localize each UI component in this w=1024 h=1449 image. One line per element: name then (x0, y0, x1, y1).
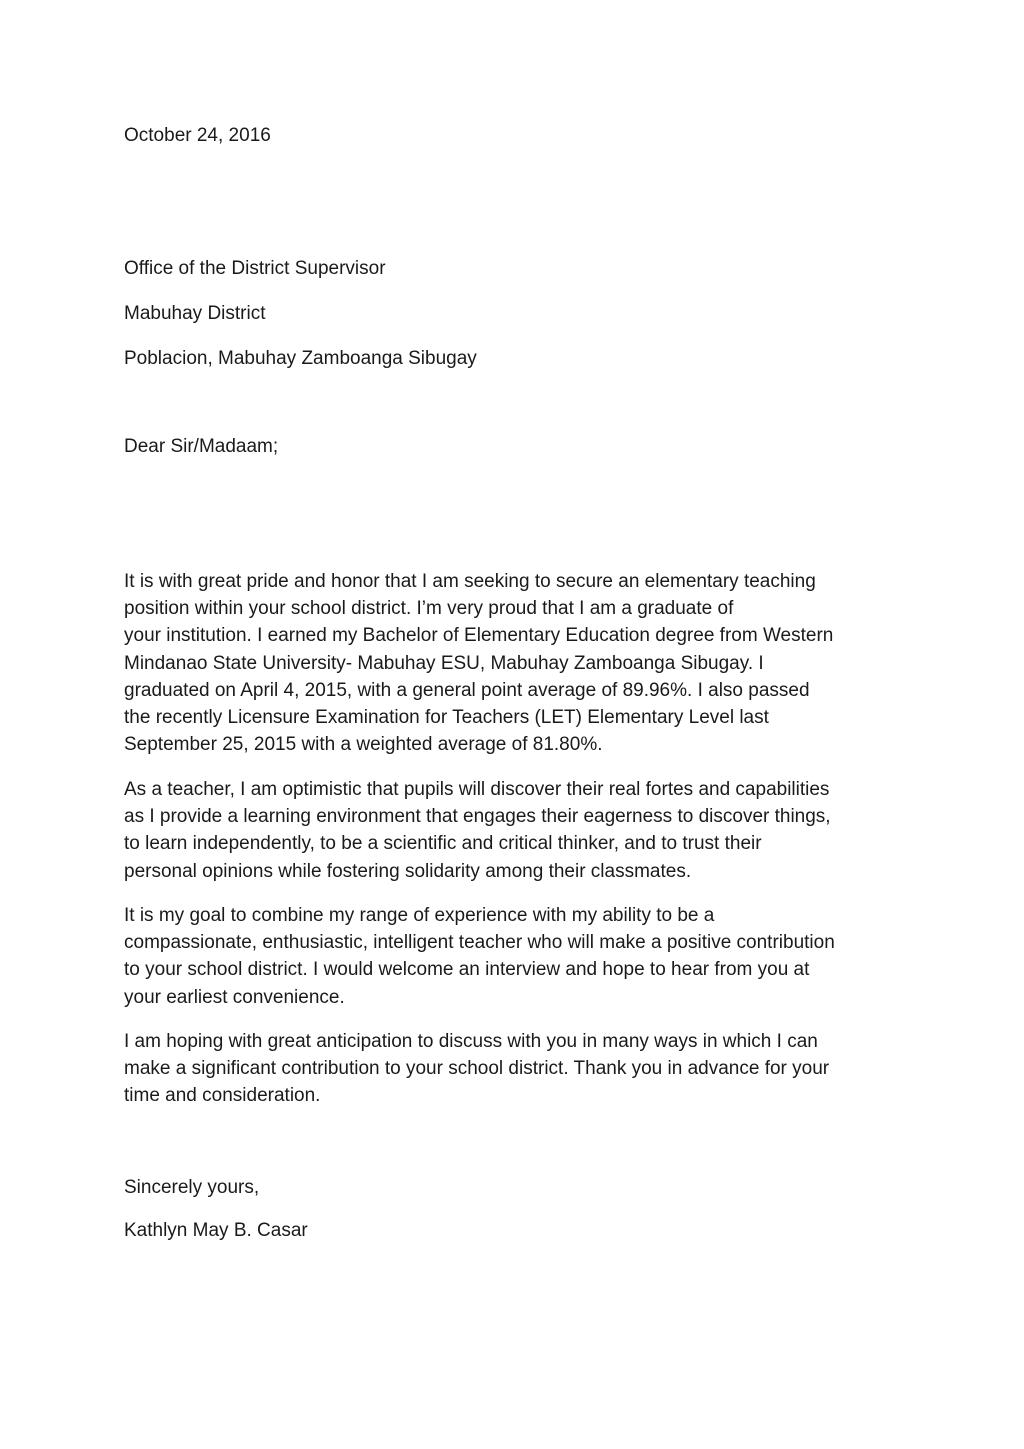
closing: Sincerely yours, (124, 1177, 260, 1198)
body-paragraph-4 (124, 1028, 924, 1110)
paragraph-line: as I provide a learning environment that engages their eagerness to discover things, (124, 806, 831, 828)
signature-name: Kathlyn May B. Casar (124, 1220, 308, 1241)
paragraph-line: make a significant contribution to your school district. Thank you in advance for your (124, 1058, 830, 1080)
salutation: Dear Sir/Madaam; (124, 436, 279, 457)
paragraph-line: Mindanao State University- Mabuhay ESU, Mabuhay Zamboanga Sibugay. I (124, 652, 764, 674)
paragraph-line: position within your school district. I’m very proud that I am a graduate of (124, 598, 734, 620)
body-paragraph-2 (124, 776, 924, 885)
paragraph-line: to learn independently, to be a scientific and critical thinker, and to trust their (124, 833, 762, 855)
paragraph-line: As a teacher, I am optimistic that pupils will discover their real fortes and capabilities (124, 779, 830, 800)
paragraph-line: your institution. I earned my Bachelor of Elementary Education degree from Western (124, 625, 834, 647)
paragraph-line: time and consideration. (124, 1085, 321, 1107)
body-paragraph-3 (124, 902, 924, 1011)
recipient-office: Office of the District Supervisor (124, 258, 386, 279)
recipient-district: Mabuhay District (124, 303, 266, 324)
paragraph-line: It is my goal to combine my range of experience with my ability to be a (124, 905, 715, 926)
paragraph-line: It is with great pride and honor that I am seeking to secure an elementary teaching (124, 571, 816, 592)
paragraph-line: September 25, 2015 with a weighted average of 81.80%. (124, 734, 603, 756)
paragraph-line: to your school district. I would welcome an interview and hope to hear from you at (124, 959, 810, 981)
paragraph-line: I am hoping with great anticipation to discuss with you in many ways in which I can (124, 1031, 818, 1052)
paragraph-line: graduated on April 4, 2015, with a general point average of 89.96%. I also passed (124, 679, 810, 701)
body-paragraph-1 (124, 568, 924, 758)
recipient-address: Poblacion, Mabuhay Zamboanga Sibugay (124, 348, 477, 369)
paragraph-line: personal opinions while fostering solidarity among their classmates. (124, 860, 692, 882)
paragraph-line: the recently Licensure Examination for Teachers (LET) Elementary Level last (124, 707, 769, 729)
paragraph-line: your earliest convenience. (124, 986, 345, 1008)
letter-date: October 24, 2016 (124, 125, 271, 146)
paragraph-line: compassionate, enthusiastic, intelligent teacher who will make a positive contribution (124, 932, 835, 954)
